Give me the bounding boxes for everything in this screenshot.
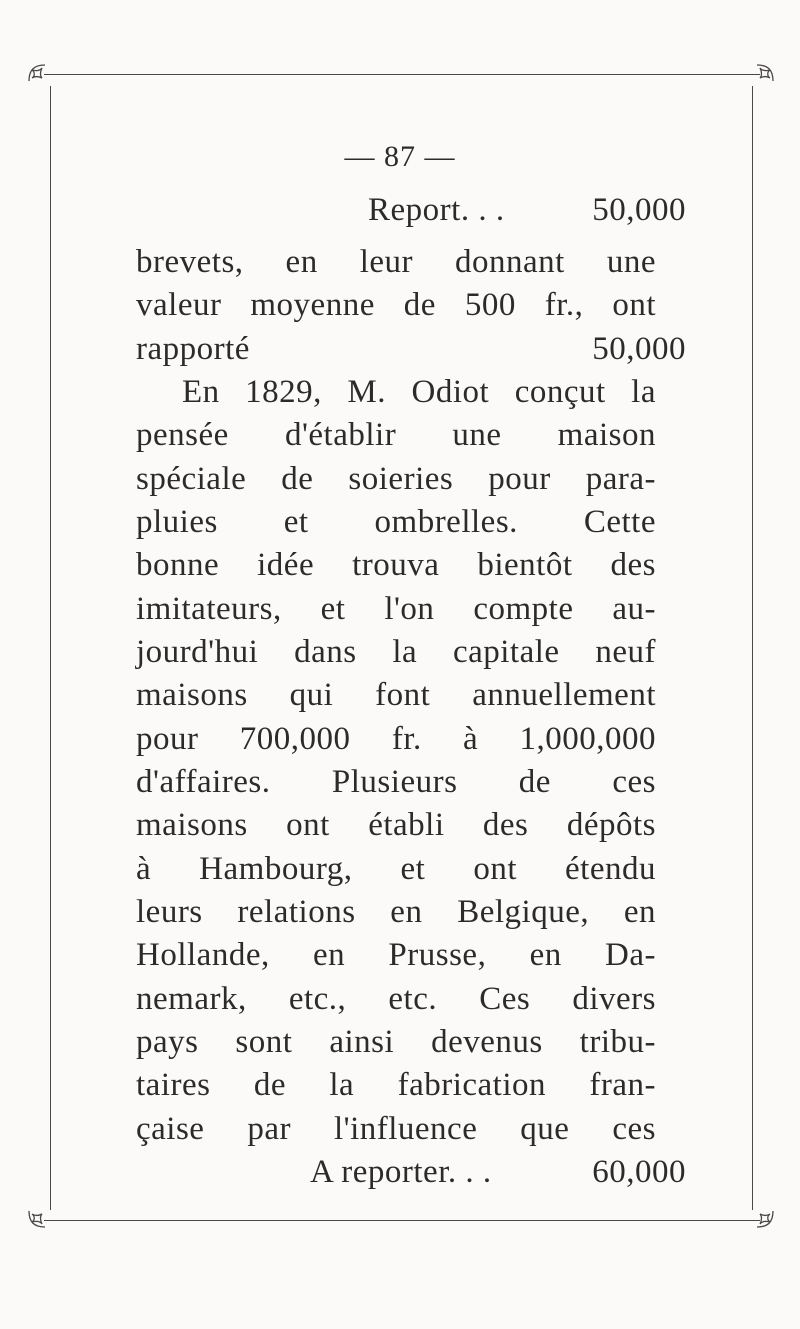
carry-forward-label: Report. . .	[368, 192, 505, 228]
text-line: pensée d'établir une maison	[136, 417, 656, 453]
text-line: Hollande, en Prusse, en Da-	[136, 937, 656, 973]
text-line: çaise par l'influence que ces	[136, 1111, 656, 1147]
corner-ornament-icon	[26, 1208, 48, 1230]
text-line: maisons qui font annuellement	[136, 677, 656, 713]
text-line: maisons ont établi des dépôts	[136, 807, 656, 843]
carry-over-label: A reporter. . .	[310, 1154, 492, 1190]
line-amount: 50,000	[592, 331, 686, 367]
text-line: En 1829, M. Odiot conçut la	[182, 374, 656, 410]
left-border-rule	[50, 86, 51, 1210]
bottom-border-rule	[44, 1220, 760, 1221]
corner-ornament-icon	[754, 1208, 776, 1230]
text-line: d'affaires. Plusieurs de ces	[136, 764, 656, 800]
text-line: pour 700,000 fr. à 1,000,000	[136, 721, 656, 757]
text-line: valeur moyenne de 500 fr., ont	[136, 287, 656, 323]
text-line: leurs relations en Belgique, en	[136, 894, 656, 930]
page-number: — 87 —	[344, 140, 456, 173]
right-border-rule	[752, 86, 753, 1210]
text-line: spéciale de soieries pour para-	[136, 461, 656, 497]
corner-ornament-icon	[754, 62, 776, 84]
corner-ornament-icon	[26, 62, 48, 84]
text-line: imitateurs, et l'on compte au-	[136, 591, 656, 627]
carry-over-amount: 60,000	[592, 1154, 686, 1190]
text-line: taires de la fabrication fran-	[136, 1067, 656, 1103]
carry-forward-amount: 50,000	[592, 192, 686, 228]
text-line: bonne idée trouva bientôt des	[136, 547, 656, 583]
text-line: pays sont ainsi devenus tribu-	[136, 1024, 656, 1060]
text-line: rapporté	[136, 331, 250, 367]
text-line: jourd'hui dans la capitale neuf	[136, 634, 656, 670]
text-line: pluies et ombrelles. Cette	[136, 504, 656, 540]
text-line: à Hambourg, et ont étendu	[136, 851, 656, 887]
top-border-rule	[44, 74, 760, 75]
text-line: brevets, en leur donnant une	[136, 244, 656, 280]
text-line: nemark, etc., etc. Ces divers	[136, 981, 656, 1017]
